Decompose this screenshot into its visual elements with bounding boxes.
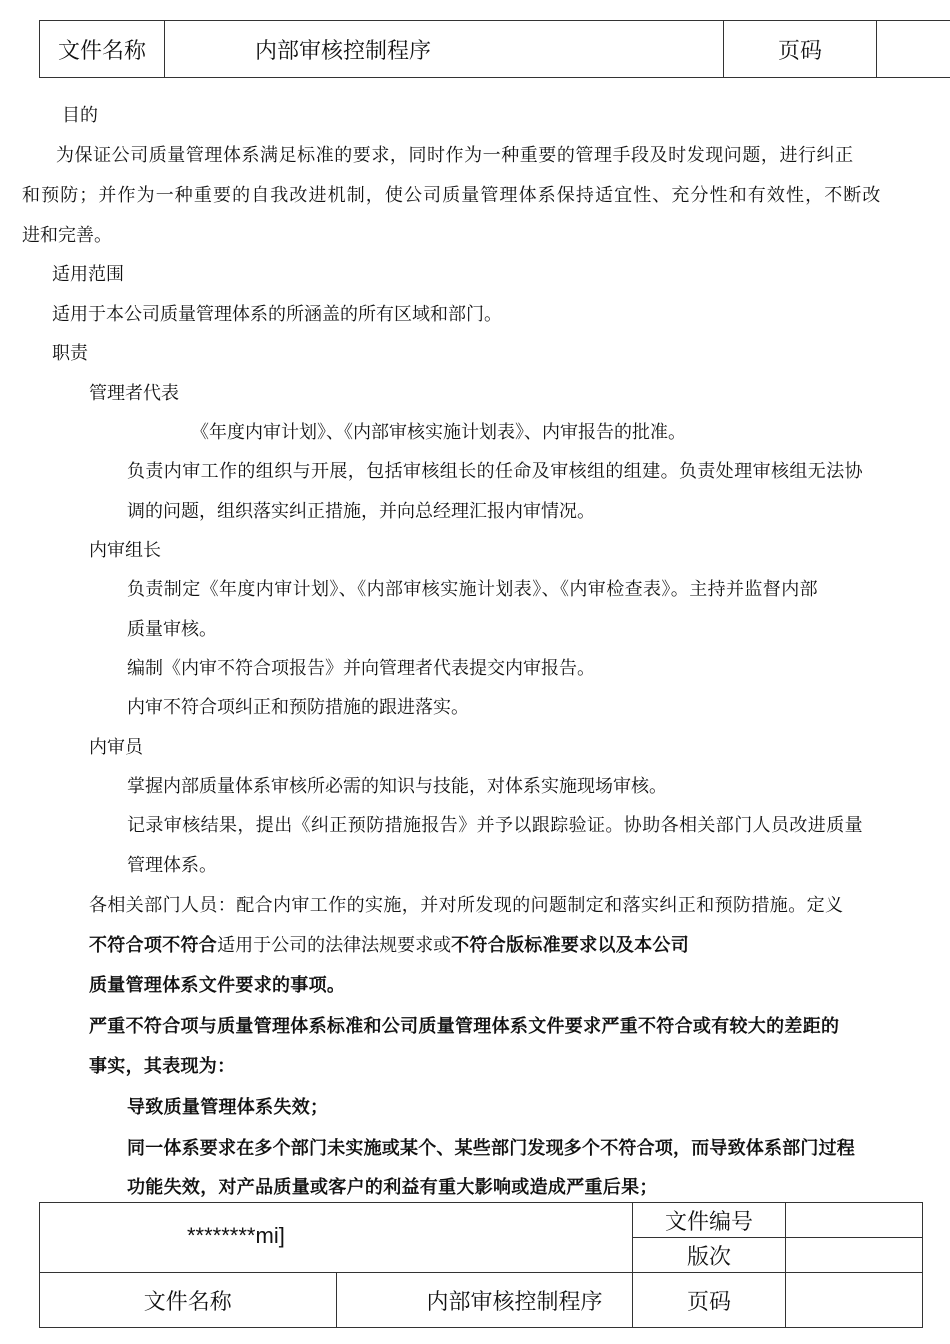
paragraph-line: 各相关部门人员：配合内审工作的实施，并对所发现的问题制定和落实纠正和预防措施。定义 (89, 895, 844, 916)
definition-line: 事实，其表现为： (89, 1056, 236, 1077)
paragraph-line: 内审不符合项纠正和预防措施的跟进落实。 (127, 697, 469, 718)
sub-heading-auditor: 内审员 (89, 737, 143, 758)
definition-term: 不符合项不符合 (89, 935, 218, 956)
paragraph-line: 掌握内部质量体系审核所必需的知识与技能，对体系实施现场审核。 (127, 776, 667, 797)
definition-line: 功能失效，对产品质量或客户的利益有重大影响或造成严重后果； (127, 1177, 658, 1198)
sub-heading-audit-leader: 内审组长 (89, 540, 161, 561)
paragraph-line: 负责制定《年度内审计划》、《内部审核实施计划表》、《内审检查表》。主持并监督内部 (127, 579, 818, 600)
page-label: 页码 (633, 1273, 786, 1328)
definition-line (89, 934, 689, 958)
definition-text: 适用于公司的法律法规要求或 (217, 935, 452, 956)
paragraph-line: 管理体系。 (127, 855, 217, 876)
section-heading-responsibility: 职责 (52, 343, 88, 364)
paragraph-line: 《年度内审计划》、《内部审核实施计划表》、内审报告的批准。 (191, 422, 686, 443)
definition-line: 严重不符合项与质量管理体系标准和公司质量管理体系文件要求严重不符合或有较大的差距的 (89, 1016, 840, 1037)
paragraph-line: 负责内审工作的组织与开展，包括审核组长的任命及审核组的组建。负责处理审核组无法协 (127, 461, 863, 482)
doc-no-value (786, 1203, 923, 1238)
footer-table (39, 1202, 923, 1328)
section-heading-purpose: 目的 (62, 105, 98, 126)
doc-no-label: 文件编号 (633, 1203, 786, 1238)
definition-line: 同一体系要求在多个部门未实施或某个、某些部门发现多个不符合项，而导致体系部门过程 (127, 1138, 855, 1159)
paragraph-line: 记录审核结果，提出《纠正预防措施报告》并予以跟踪验证。协助各相关部门人员改进质量 (127, 815, 863, 836)
sub-heading-management-rep: 管理者代表 (89, 383, 179, 404)
file-name-label: 文件名称 (40, 1273, 337, 1328)
header-table (39, 20, 950, 78)
footer-mark: ********mi] (187, 1223, 285, 1248)
page-value (786, 1273, 923, 1328)
paragraph-line: 编制《内审不符合项报告》并向管理者代表提交内审报告。 (127, 658, 595, 679)
paragraph-line: 为保证公司质量管理体系满足标准的要求，同时作为一种重要的管理手段及时发现问题，进行纠正 (56, 145, 854, 166)
section-heading-scope: 适用范围 (52, 264, 124, 285)
version-value (786, 1238, 923, 1273)
definition-line: 导致质量管理体系失效； (127, 1097, 329, 1118)
paragraph-line: 质量审核。 (127, 619, 217, 640)
paragraph-line: 适用于本公司质量管理体系的所涵盖的所有区域和部门。 (52, 304, 502, 325)
definition-text: 不符合版标准要求以及本公司 (451, 935, 690, 956)
definition-line: 质量管理体系文件要求的事项。 (89, 975, 346, 996)
page-value (877, 21, 950, 78)
doc-title: 内部审核控制程序 (165, 21, 724, 78)
version-label: 版次 (633, 1238, 786, 1273)
doc-title: 内部审核控制程序 (336, 1273, 633, 1328)
paragraph-line: 调的问题，组织落实纠正措施，并向总经理汇报内审情况。 (127, 501, 595, 522)
paragraph-line: 进和完善。 (22, 225, 112, 246)
footer-mark-cell (40, 1203, 633, 1273)
paragraph-line: 和预防；并作为一种重要的自我改进机制，使公司质量管理体系保持适宜性、充分性和有效性，不断改 (22, 185, 882, 206)
file-name-label: 文件名称 (40, 21, 165, 78)
page-label: 页码 (724, 21, 877, 78)
